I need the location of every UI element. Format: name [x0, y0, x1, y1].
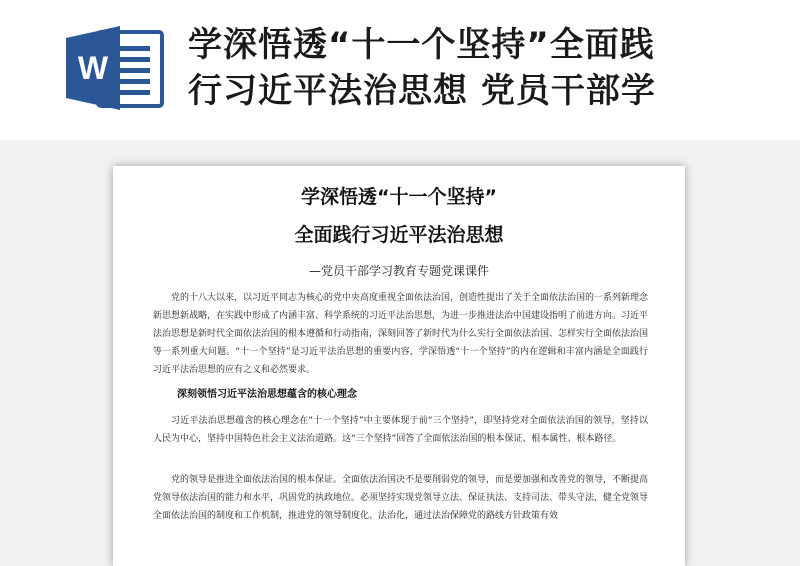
- banner-title-line-1: 学深悟透“十一个坚持”全面践: [188, 25, 655, 65]
- paragraph-2: 习近平法治思想蕴含的核心理念在“十一个坚持”中主要体现于前“三个坚持”，即坚持党对全面依法治国的领导，坚持以人民为中心，坚持中国特色社会主义法治道路。这“三个坚持”回答了全面依法治国的根本保证、根本属性、根本路径。: [153, 416, 648, 444]
- paragraph-1: 党的十八大以来，以习近平同志为核心的党中央高度重视全面依法治国，创造性提出了关于全面依法治国的一系列新理念新思想新战略，在实践中形成了内涵丰富、科学系统的习近平法治思想，为进一步推进法治中国建设指明了前进方向。习近平法治思想是新时代全面依法治国的根本遵循和行动指南，深刻回答了新时代为什么实行全面依法治国、怎样实行全面依法治国等一系列重大问题。“十一个坚持”是习近平法治思想的重要内容，学深悟透“十一个坚持”的内在逻辑和丰富内涵是全面践行习近平法治思想的应有之义和必然要求。: [153, 293, 649, 375]
- paragraph-3: 党的领导是推进全面依法治国的根本保证。全面依法治国决不是要削弱党的领导，而是要加强和改善党的领导，不断提高党领导依法治国的能力和水平，巩固党的执政地位。必须坚持实现党领导立法、保证执法、支持司法、带头守法，健全党领导全面依法治国的制度和工作机制，推进党的领导制度化、法治化，通过法治保障党的路线方针政策有效: [153, 475, 649, 521]
- document-subtitle: —党员干部学习教育专题党课课件: [308, 264, 489, 278]
- header-banner: [0, 0, 800, 140]
- word-document-icon: [62, 22, 170, 114]
- section-heading-1: 深刻领悟习近平法治思想蕴含的核心理念: [177, 389, 357, 400]
- banner-title-line-2: 行习近平法治思想 党员干部学: [188, 71, 656, 111]
- banner-title: [188, 22, 788, 114]
- document-page: [113, 166, 685, 566]
- document-title-line-2: 全面践行习近平法治思想: [294, 224, 504, 246]
- document-title-line-1: 学深悟透“十一个坚持”: [301, 186, 497, 208]
- word-icon-letter: W: [77, 50, 109, 86]
